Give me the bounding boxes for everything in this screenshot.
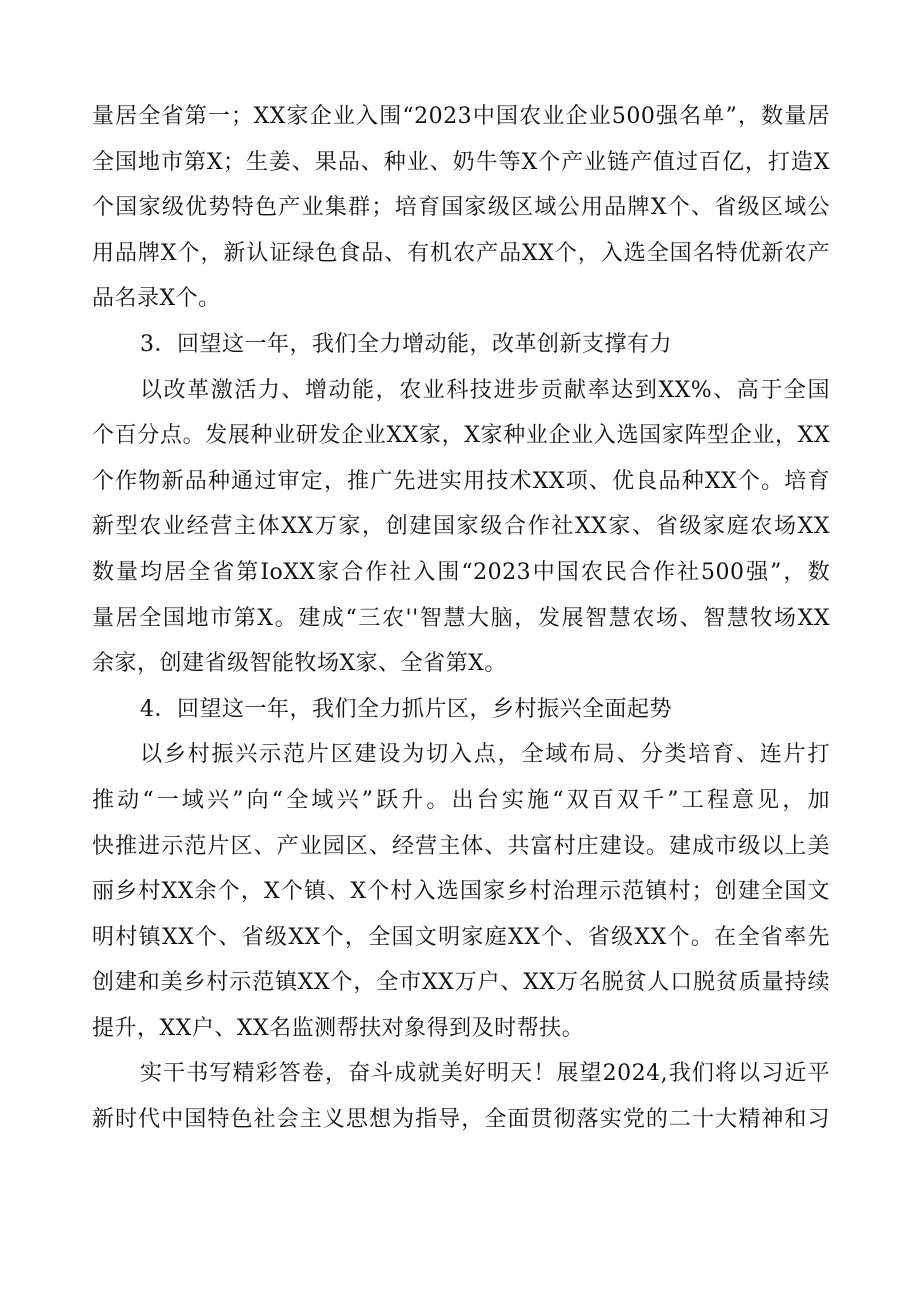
body-line: 个百分点。发展种业研发企业XX家，X家种业企业入选国家阵型企业，XX <box>92 423 830 449</box>
body-line: 创建和美乡村示范镇XX个，全市XX万户、XX万名脱贫人口脱贫质量持续 <box>92 970 830 996</box>
body-line: 量居全省第一；XX家企业入围“2023中国农业企业500强名单”，数量居 <box>92 104 830 129</box>
body-line: 品名录X个。 <box>92 286 221 312</box>
body-line: 推动“一域兴”向“全域兴”跃升。出台实施“双百双千”工程意见，加 <box>92 787 830 813</box>
document-body <box>92 94 830 1143</box>
body-line: 以乡村振兴示范片区建设为切入点，全域布局、分类培育、连片打 <box>140 742 830 768</box>
body-line: 丽乡村XX余个，X个镇、X个村入选国家乡村治理示范镇村；创建全国文 <box>92 879 830 905</box>
body-line: 全国地市第X；生姜、果品、种业、奶牛等X个产业链产值过百亿，打造X <box>92 149 830 175</box>
section-heading: 4．回望这一年，我们全力抓片区，乡村振兴全面起势 <box>140 696 672 722</box>
body-line: 量居全国地市第X。建成“三农''智慧大脑，发展智慧农场、智慧牧场XX <box>92 605 830 631</box>
section-heading: 3．回望这一年，我们全力增动能，改革创新支撑有力 <box>140 331 672 357</box>
body-line: 新型农业经营主体XX万家，创建国家级合作社XX家、省级家庭农场XX <box>92 514 830 540</box>
body-line: 新时代中国特色社会主义思想为指导，全面贯彻落实党的二十大精神和习 <box>92 1107 830 1133</box>
body-line: 明村镇XX个、省级XX个，全国文明家庭XX个、省级XX个。在全省率先 <box>92 924 830 950</box>
body-line: 数量均居全省第IoXX家合作社入围“2023中国农民合作社500强”，数 <box>92 559 830 585</box>
body-line: 以改革激活力、增动能，农业科技进步贡献率达到XX%、高于全国 <box>140 377 830 403</box>
body-line: 实干书写精彩答卷，奋斗成就美好明天！展望2024,我们将以习近平 <box>140 1061 830 1087</box>
body-line: 个作物新品种通过审定，推广先进实用技术XX项、优良品种XX个。培育 <box>92 468 830 494</box>
body-line: 余家，创建省级智能牧场X家、全省第X。 <box>92 651 507 677</box>
body-line: 提升，XX户、XX名监测帮扶对象得到及时帮扶。 <box>92 1015 585 1041</box>
body-line: 快推进示范片区、产业园区、经营主体、共富村庄建设。建成市级以上美 <box>92 833 830 859</box>
body-line: 用品牌X个，新认证绿色食品、有机农产品XX个，入选全国名特优新农产 <box>92 240 830 266</box>
body-line: 个国家级优势特色产业集群；培育国家级区域公用品牌X个、省级区域公 <box>92 195 830 221</box>
